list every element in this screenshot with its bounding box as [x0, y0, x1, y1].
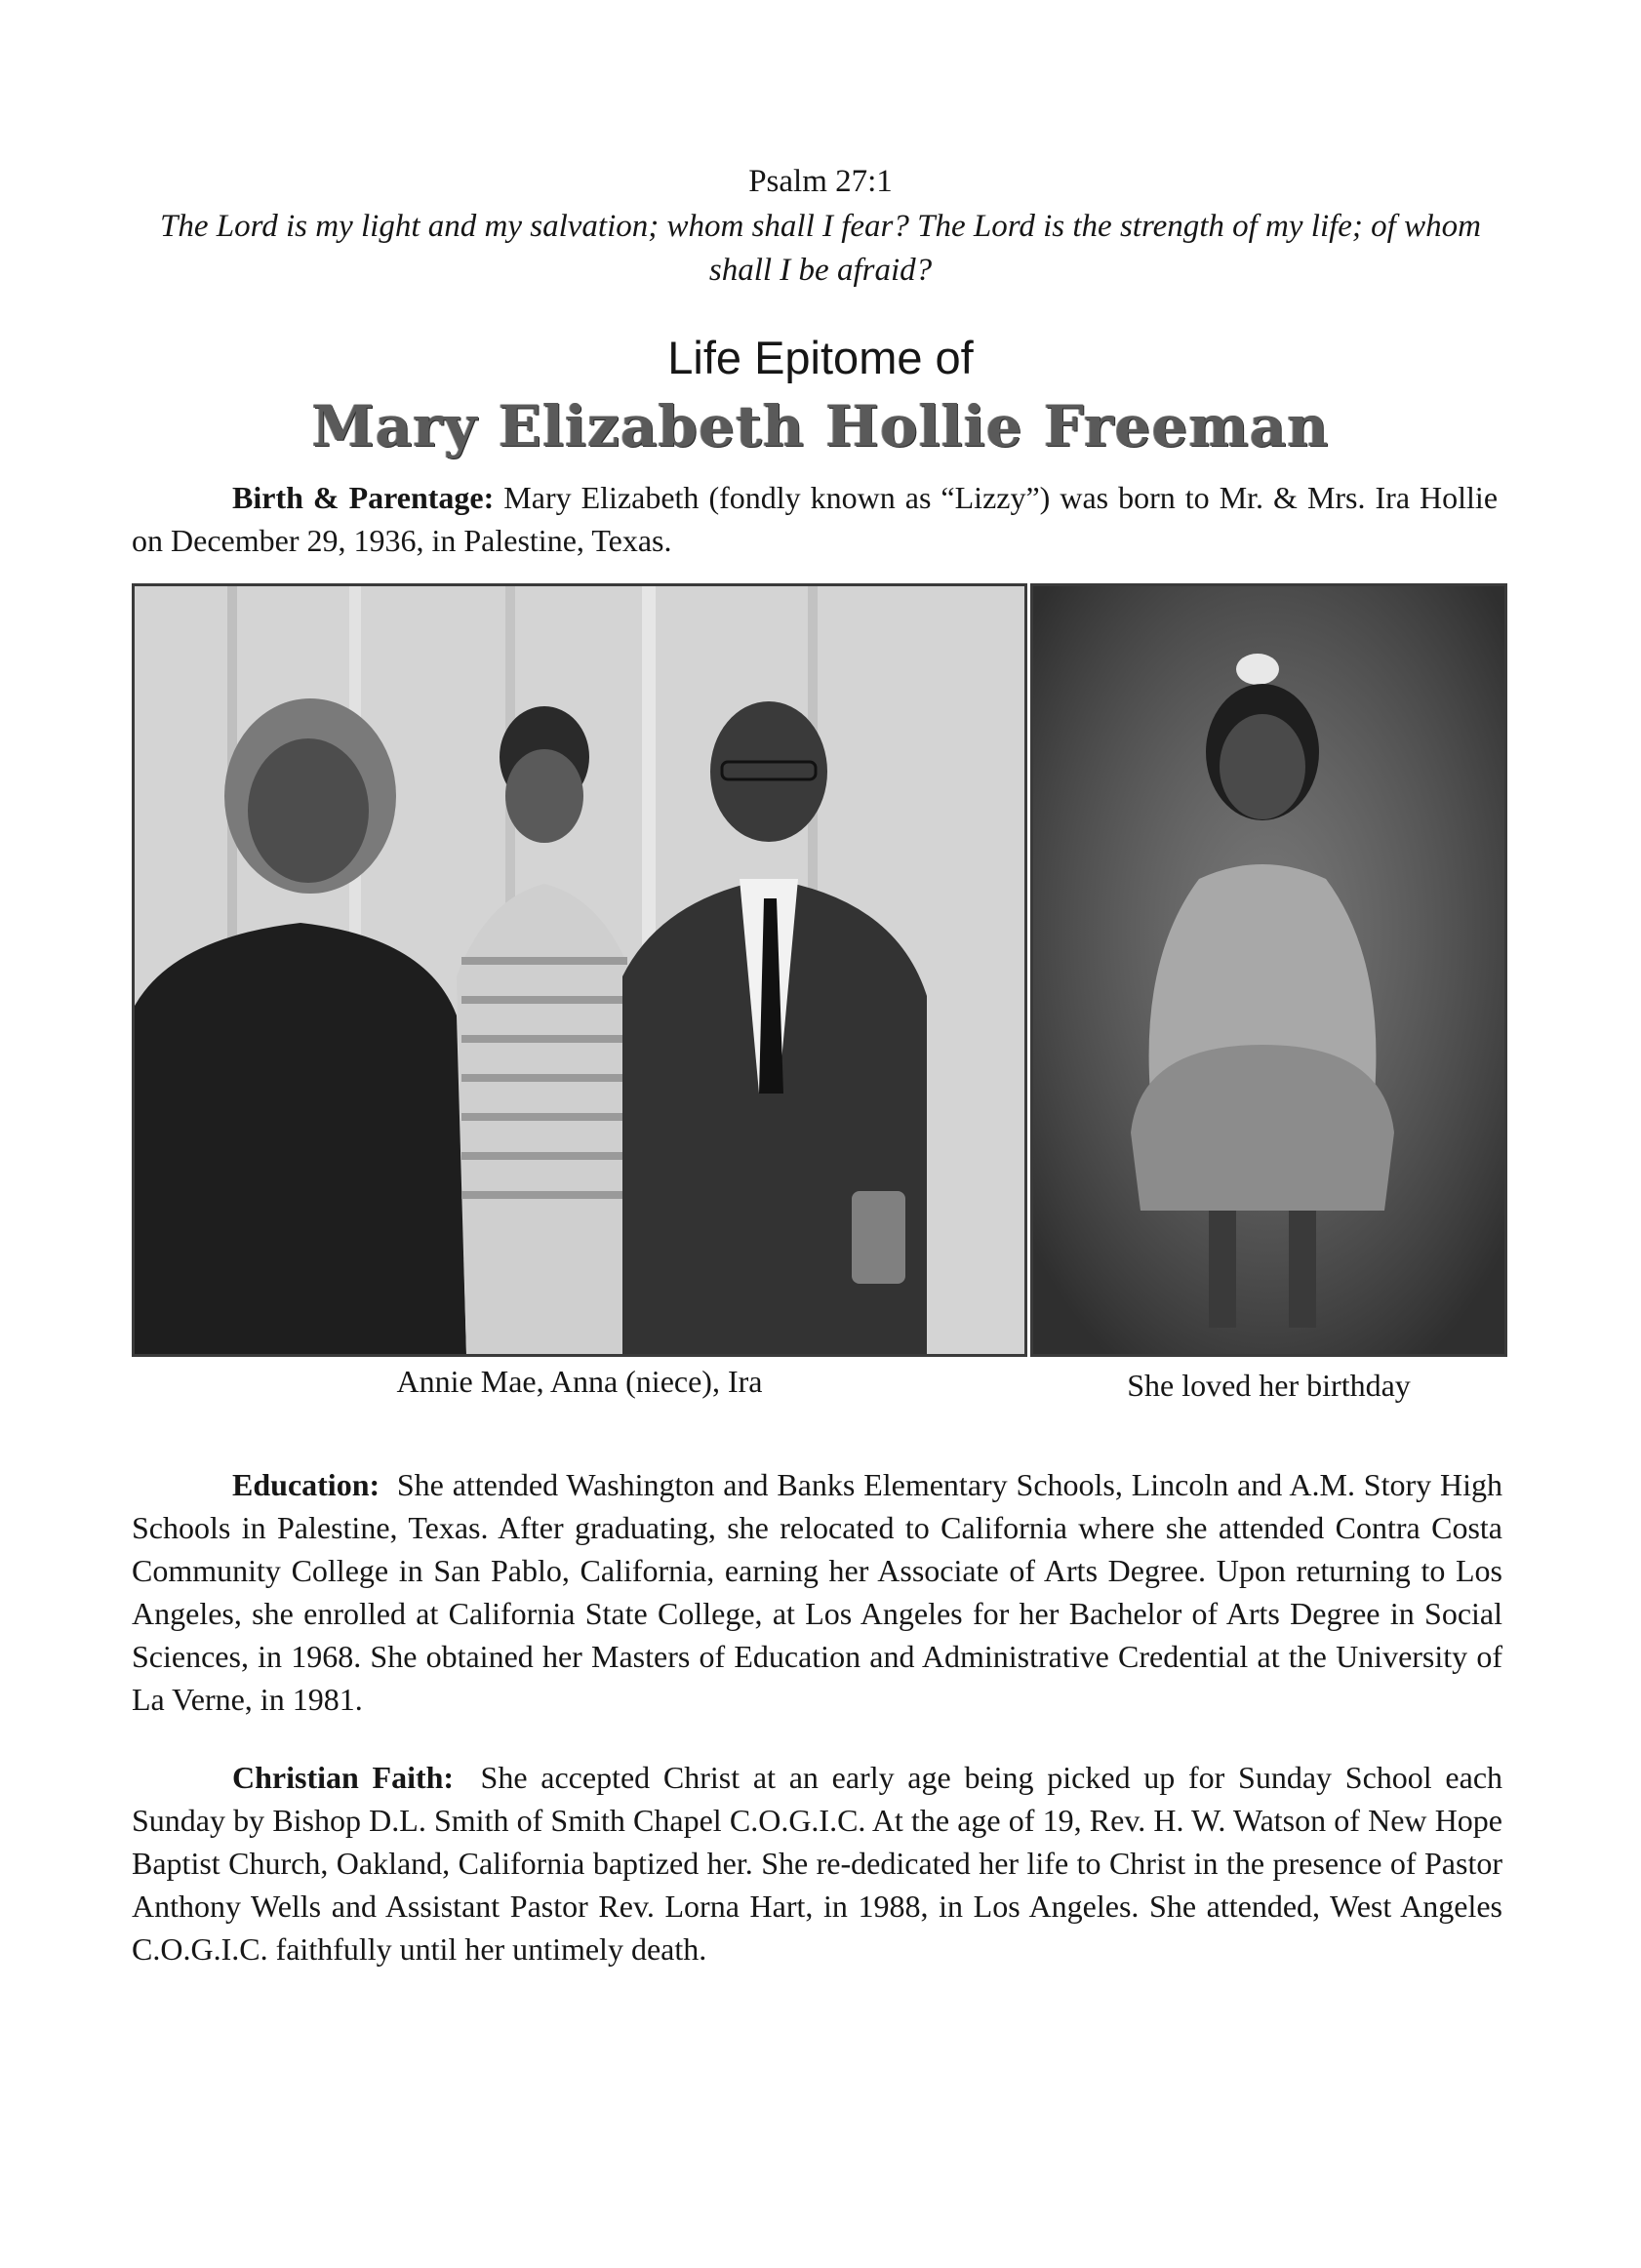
scripture-verse: The Lord is my light and my salvation; whom shall I fear? The Lord is the strength of my life; of whom shall I be afraid?	[160, 209, 1481, 288]
birth-paragraph	[132, 476, 1498, 562]
child-photo-illustration	[1033, 586, 1504, 1354]
deceased-name: Mary Elizabeth Hollie Freeman	[311, 393, 1330, 459]
family-photo-illustration	[135, 586, 1024, 1354]
birth-label: Birth & Parentage:	[232, 480, 495, 515]
education-label: Education:	[232, 1467, 380, 1502]
education-text: She attended Washington and Banks Elementary Schools, Lincoln and A.M. Story High Schools in Palestine, Texas. After graduating, she relocated to California where she attended Contra Costa Community College in San Pablo, California, earning her Associate of Arts Degree. Upon returning to Los Angeles, she enrolled at California State College, at Los Angeles for her Bachelor of Arts Degree in Social Sciences, in 1968. She obtained her Masters of Education and Administrative Credential at the University of La Verne, in 1981.	[132, 1467, 1503, 1717]
scripture-reference: Psalm 27:1	[748, 164, 893, 199]
family-photo	[132, 583, 1027, 1357]
faith-text: She accepted Christ at an early age being picked up for Sunday School each Sunday by Bishop D.L. Smith of Smith Chapel C.O.G.I.C. At the age of 19, Rev. H. W. Watson of New Hope Baptist Church, Oakland, California baptized her. She re-dedicated her life to Christ in the presence of Pastor Anthony Wells and Assistant Pastor Rev. Lorna Hart, in 1988, in Los Angeles. She attended, West Angeles C.O.G.I.C. faithfully until her untimely death.	[132, 1760, 1503, 1967]
family-photo-caption: Annie Mae, Anna (niece), Ira	[396, 1364, 763, 1399]
education-paragraph	[132, 1463, 1502, 1721]
faith-label: Christian Faith:	[232, 1760, 455, 1795]
faith-paragraph	[132, 1756, 1502, 1970]
page-title: Life Epitome of	[667, 332, 974, 383]
child-photo-caption: She loved her birthday	[1127, 1368, 1411, 1403]
child-photo	[1030, 583, 1507, 1357]
birth-text: Mary Elizabeth (fondly known as “Lizzy”) was born to Mr. & Mrs. Ira Hollie on December 29, 1936, in Palestine, Texas.	[132, 480, 1499, 558]
